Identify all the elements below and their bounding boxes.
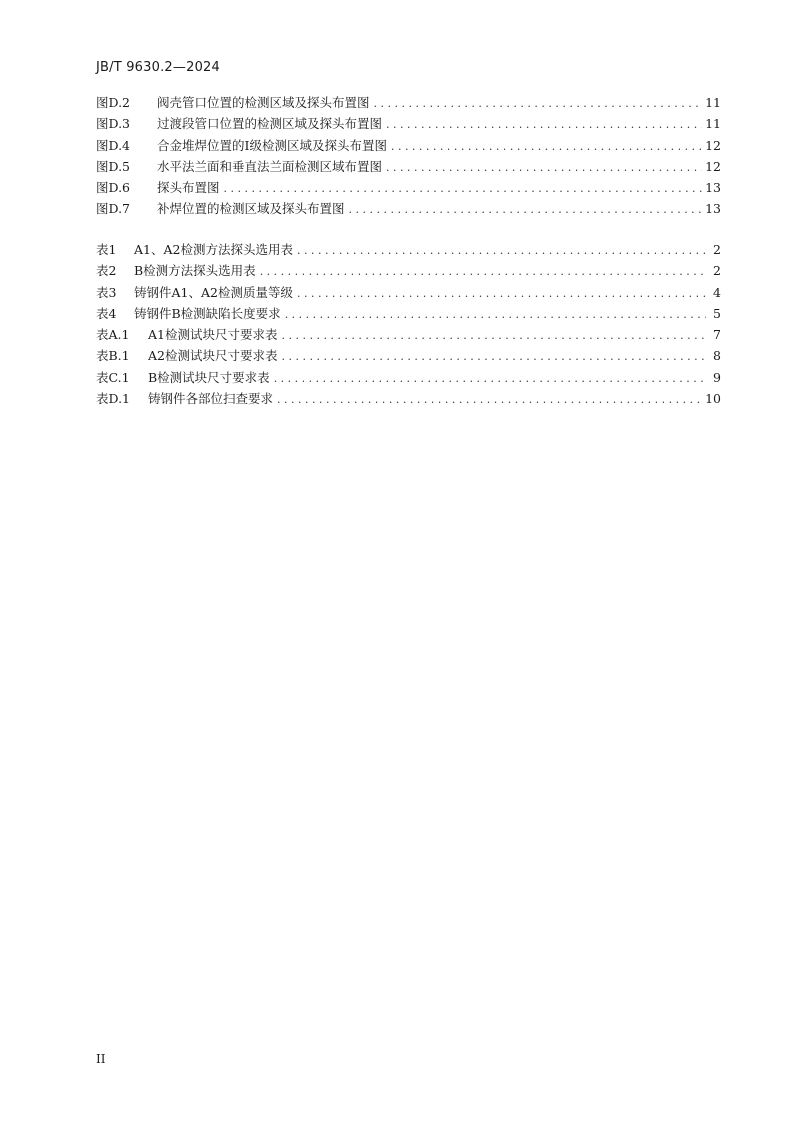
- document-id: JB/T 9630.2—2024: [96, 60, 220, 75]
- table-label: 表4: [96, 305, 117, 321]
- footer-page-number: II: [96, 1052, 106, 1066]
- toc-entry[interactable]: [96, 346, 721, 367]
- dot-leader: [349, 203, 703, 216]
- toc-entry[interactable]: [96, 389, 721, 410]
- table-list: [96, 240, 721, 410]
- toc-entry[interactable]: [96, 240, 721, 261]
- table-title: B检测试块尺寸要求表: [148, 369, 270, 385]
- page-number: 7: [713, 327, 721, 343]
- dot-leader: [281, 329, 706, 342]
- dot-leader: [274, 372, 706, 385]
- table-label: 表D.1: [96, 391, 131, 407]
- dot-leader: [260, 265, 706, 278]
- dot-leader: [386, 118, 702, 131]
- page-number: 4: [713, 284, 721, 300]
- figure-label: 图D.2: [96, 95, 131, 110]
- page-number: 13: [705, 180, 721, 196]
- toc-entry[interactable]: [96, 325, 721, 346]
- table-title: 铸钢件A1、A2检测质量等级: [134, 284, 293, 300]
- figure-title: 阀壳管口位置的检测区域及探头布置图: [157, 95, 370, 110]
- figure-label: 图D.4: [96, 137, 131, 153]
- page-number: 8: [713, 348, 721, 364]
- table-label: 表3: [96, 284, 117, 300]
- toc-entry[interactable]: [96, 136, 721, 157]
- page-number: 12: [705, 137, 721, 153]
- table-label: 表2: [96, 263, 117, 279]
- toc-entry[interactable]: [96, 178, 721, 199]
- toc-entry[interactable]: [96, 283, 721, 304]
- figure-label: 图D.3: [96, 116, 131, 132]
- page-number: 13: [705, 201, 721, 217]
- page-number: 2: [713, 263, 721, 279]
- figure-label: 图D.7: [96, 201, 131, 217]
- page-number: 12: [705, 158, 721, 174]
- dot-leader: [386, 161, 702, 174]
- dot-leader: [391, 140, 702, 153]
- page-number: 9: [713, 369, 721, 385]
- toc-entry[interactable]: [96, 368, 721, 389]
- table-title: B检测方法探头选用表: [134, 263, 256, 279]
- figure-label: 图D.5: [96, 158, 131, 174]
- table-label: 表C.1: [96, 369, 130, 385]
- dot-leader: [285, 308, 706, 321]
- figure-title: 补焊位置的检测区域及探头布置图: [157, 201, 345, 217]
- page-number: 11: [705, 116, 721, 132]
- figure-label: 图D.6: [96, 180, 131, 196]
- figure-title: 水平法兰面和垂直法兰面检测区域布置图: [157, 158, 383, 174]
- dot-leader: [297, 287, 706, 300]
- toc-entry[interactable]: [96, 114, 721, 135]
- figure-list: [96, 93, 721, 221]
- dot-leader: [374, 97, 703, 110]
- toc-entry[interactable]: [96, 261, 721, 282]
- page-number: 11: [705, 95, 721, 110]
- page-number: 10: [705, 391, 721, 407]
- table-label: 表1: [96, 242, 117, 257]
- dot-leader: [297, 244, 706, 257]
- table-title: 铸钢件B检测缺陷长度要求: [134, 305, 281, 321]
- table-label: 表A.1: [96, 327, 130, 343]
- table-title: 铸钢件各部位扫查要求: [148, 391, 274, 407]
- toc-entry[interactable]: [96, 93, 721, 114]
- figure-title: 合金堆焊位置的Ⅰ级检测区域及探头布置图: [157, 137, 387, 153]
- dot-leader: [277, 393, 702, 406]
- table-label: 表B.1: [96, 348, 130, 364]
- toc-entry[interactable]: [96, 304, 721, 325]
- dot-leader: [281, 350, 706, 363]
- toc-entry[interactable]: [96, 199, 721, 220]
- table-title: A1、A2检测方法探头选用表: [134, 242, 293, 257]
- table-title: A1检测试块尺寸要求表: [148, 327, 278, 343]
- dot-leader: [224, 182, 703, 195]
- figure-title: 探头布置图: [157, 180, 220, 196]
- table-title: A2检测试块尺寸要求表: [148, 348, 278, 364]
- page-number: 2: [713, 242, 721, 257]
- toc-entry[interactable]: [96, 157, 721, 178]
- figure-title: 过渡段管口位置的检测区域及探头布置图: [157, 116, 383, 132]
- page-number: 5: [713, 305, 721, 321]
